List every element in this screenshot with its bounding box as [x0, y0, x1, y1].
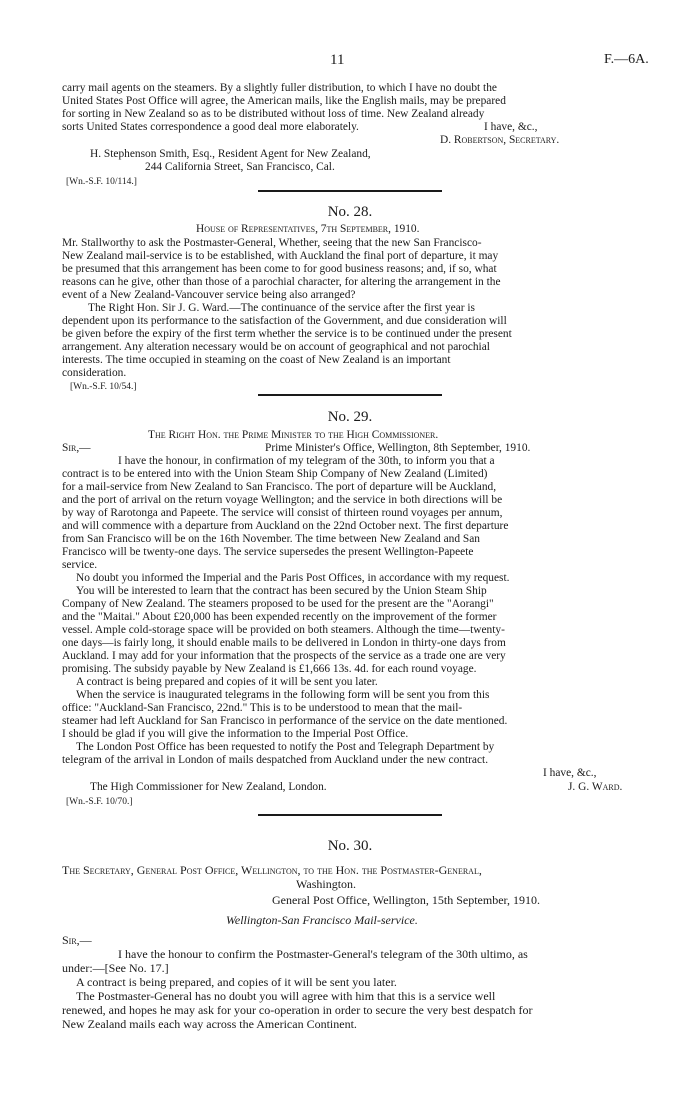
signature: D. Robertson, Secretary.: [440, 134, 560, 146]
from-line: The Secretary, General Post Office, Wellington, to the Hon. the Postmaster-General,: [62, 863, 482, 877]
closing: I have, &c.,: [543, 767, 597, 779]
text-line: and will commence with a departure from Auckland on the 22nd October next. The first departure: [62, 520, 509, 532]
text-line: dependent upon its performance to the satisfaction of the Government, and due consideration will: [62, 315, 507, 327]
section-subheading: House of Representatives, 7th September, 1910.: [196, 223, 420, 235]
text-line: I have the honour to confirm the Postmaster-General's telegram of the 30th ultimo, as: [118, 947, 528, 961]
text-line: by way of Rarotonga and Papeete. The service will consist of thirteen round voyages per annum,: [62, 507, 503, 519]
section-divider: [258, 190, 442, 192]
signature: J. G. Ward.: [568, 781, 623, 793]
section-divider: [258, 814, 442, 816]
text-line: The Right Hon. Sir J. G. Ward.—The continuance of the service after the first year is: [88, 302, 475, 314]
section-heading: No. 28.: [327, 204, 373, 220]
text-line: A contract is being prepared, and copies of it will be sent you later.: [76, 975, 397, 989]
text-line: under:—[See No. 17.]: [62, 961, 169, 975]
text-line: and the "Maitai." About £20,000 has been expended recently on the improvement of the former: [62, 611, 497, 623]
text-line: office: "Auckland-San Francisco, 22nd." This is to be understood to mean that the mail-: [62, 702, 463, 714]
addressee: H. Stephenson Smith, Esq., Resident Agent for New Zealand,: [90, 148, 371, 160]
text-line: consideration.: [62, 367, 127, 379]
text-line: renewed, and hopes he may ask for your co-operation in order to secure the very best despatch for: [62, 1003, 533, 1017]
text-line: I have the honour, in confirmation of my telegram of the 30th, to inform you that a: [118, 455, 495, 467]
text-line: New Zealand mails each way across the American Continent.: [62, 1017, 357, 1031]
text-line: promising. The subsidy payable by New Zealand is £1,666 13s. 4d. for each round voyage.: [62, 663, 477, 675]
addressee: The High Commissioner for New Zealand, London.: [90, 781, 327, 793]
section-subheading: The Right Hon. the Prime Minister to the High Commissioner.: [148, 429, 439, 441]
text-line: interests. The time occupied in steaming on the coast of New Zealand is an important: [62, 354, 451, 366]
text-line: Francisco will be twenty-one days. The service supersedes the present Wellington-Papeete: [62, 546, 474, 558]
addressee: 244 California Street, San Francisco, Cal.: [145, 161, 335, 173]
page-number: 11: [330, 52, 345, 68]
text-line: You will be interested to learn that the contract has been secured by the Union Steam Ship: [76, 585, 487, 597]
file-reference: [Wn.-S.F. 10/54.]: [70, 382, 137, 392]
text-line: be presumed that this arrangement has been come to for good business reasons; and, if so, what: [62, 263, 497, 275]
text-line: A contract is being prepared and copies of it will be sent you later.: [76, 676, 378, 688]
text-line: and the port of arrival on the return voyage Wellington; and the service in both directions will be: [62, 494, 503, 506]
text-line: sorts United States correspondence a good deal more elaborately.: [62, 121, 359, 133]
from-line: Washington.: [296, 877, 357, 891]
text-line: Auckland. I may add for your information that the prospects of the service as a trade one are very: [62, 650, 506, 662]
closing: I have, &c.,: [484, 121, 538, 133]
text-line: carry mail agents on the steamers. By a slightly fuller distribution, to which I have no doubt the: [62, 82, 497, 94]
document-reference: F.—6A.: [604, 52, 649, 67]
text-line: contract is to be entered into with the Union Steam Ship Company of New Zealand (Limited): [62, 468, 488, 480]
text-line: Mr. Stallworthy to ask the Postmaster-General, Whether, seeing that the new San Francisco-: [62, 237, 482, 249]
text-line: for a mail-service from New Zealand to San Francisco. The port of departure will be Auckland,: [62, 481, 497, 493]
text-line: steamer had left Auckland for San Francisco in performance of the service on the date mentioned.: [62, 715, 508, 727]
section-heading: No. 30.: [327, 838, 373, 854]
text-line: from San Francisco will be on the 16th November. The time between New Zealand and San: [62, 533, 480, 545]
file-reference: [Wn.-S.F. 10/70.]: [66, 797, 133, 807]
text-line: event of a New Zealand-Vancouver service being also arranged?: [62, 289, 356, 301]
text-line: Company of New Zealand. The steamers proposed to be used for the present are the "Aorangi": [62, 598, 494, 610]
text-line: reasons can he give, other than those of a parochial character, for altering the arrangement in the: [62, 276, 501, 288]
salutation: Sir,—: [62, 933, 92, 947]
text-line: service.: [62, 559, 98, 571]
place-date: Prime Minister's Office, Wellington, 8th September, 1910.: [265, 442, 531, 454]
text-line: New Zealand mail-service is to be established, with Auckland the final port of departure, it may: [62, 250, 499, 262]
salutation: Sir,—: [62, 442, 91, 454]
section-divider: [258, 394, 442, 396]
text-line: The Postmaster-General has no doubt you will agree with him that this is a service well: [76, 989, 496, 1003]
text-line: United States Post Office will agree, the American mails, like the English mails, may be prepared: [62, 95, 506, 107]
text-line: When the service is inaugurated telegrams in the following form will be sent you from this: [76, 689, 490, 701]
text-line: be given before the expiry of the first term whether the service is to be continued under the present: [62, 328, 512, 340]
file-reference: [Wn.-S.F. 10/114.]: [66, 177, 137, 187]
text-line: one days—is fairly long, it should enable mails to be delivered in London in thirty-one days from: [62, 637, 506, 649]
text-line: I should be glad if you will give the information to the Imperial Post Office.: [62, 728, 409, 740]
text-line: for sorting in New Zealand so as to be distributed without loss of time. New Zealand already: [62, 108, 485, 120]
section-heading: No. 29.: [327, 409, 373, 425]
text-line: No doubt you informed the Imperial and the Paris Post Offices, in accordance with my request.: [76, 572, 510, 584]
text-line: telegram of the arrival in London of mails despatched from Auckland under the new contract.: [62, 754, 489, 766]
place-date: General Post Office, Wellington, 15th September, 1910.: [272, 893, 541, 907]
text-line: The London Post Office has been requested to notify the Post and Telegraph Department by: [76, 741, 495, 753]
subject-line: Wellington-San Francisco Mail-service.: [226, 913, 418, 927]
text-line: arrangement. Any alteration necessary would be on account of geographical and not parochial: [62, 341, 490, 353]
text-line: vessel. Ample cold-storage space will be provided on both steamers. Although the time—twenty-: [62, 624, 505, 636]
